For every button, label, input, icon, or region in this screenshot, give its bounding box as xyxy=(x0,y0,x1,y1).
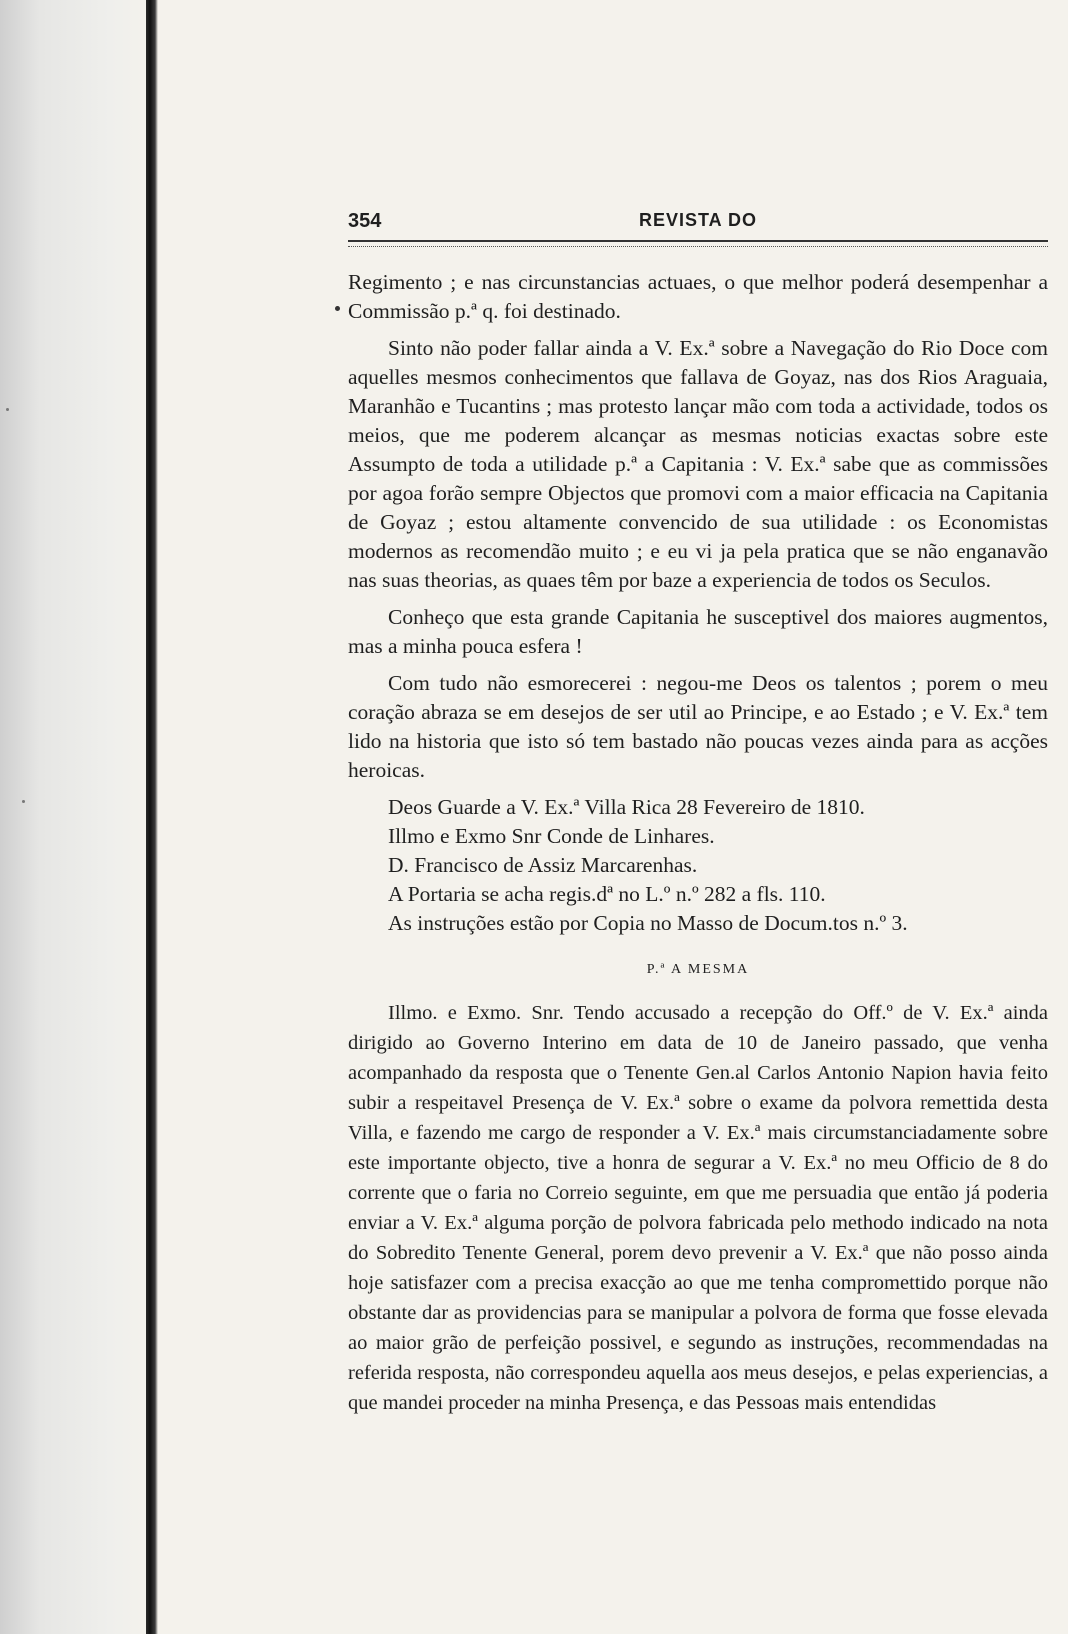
paragraph: Conheço que esta grande Capitania he susceptivel dos maiores augmentos, mas a minha pouca esfera ! xyxy=(348,605,1048,658)
scan-speck xyxy=(22,800,25,803)
paragraph: Com tudo não esmorecerei : negou-me Deos os talentos ; porem o meu coração abraza se em desejos de ser util ao Principe, e ao Estado ; e V. Ex.ª tem lido na historia que isto só tem bastado não poucas vezes ainda para as acções heroicas. xyxy=(348,671,1048,782)
margin-mark xyxy=(335,306,340,311)
closing-line: A Portaria se acha regis.dª no L.º n.º 282 a fls. 110. xyxy=(388,882,826,906)
paragraph: Sinto não poder fallar ainda a V. Ex.ª sobre a Navegação do Rio Doce com aquelles mesmos conhecimentos que fallava de Goyaz, nas dos Rios Araguaia, Maranhão e Tucantins ; mas protesto lançar mão com toda a actividade, todos os meios, que me poderem alcançar as mesmas noticias exactas sobre este Assumpto de toda a utilidade p.ª a Capitania : V. Ex.ª sabe que as commissões por agoa forão sempre Objectos que promovi com a maior efficacia na Capitania de Goyaz ; estou altamente convencido de sua utilidade : os Economistas modernos as recomendão muito ; e eu vi ja pela pratica que se não enganavão nas suas theorias, as quaes têm por baze a experiencia de todos os Seculos. xyxy=(348,336,1048,592)
running-head: REVISTA DO xyxy=(638,210,757,230)
page-number: 354 xyxy=(348,210,382,232)
page-header xyxy=(348,200,1048,240)
header-rule xyxy=(348,240,1048,247)
book-page xyxy=(348,200,1048,1426)
scan-binding-shadow xyxy=(0,0,170,1634)
closing-line: As instruções estão por Copia no Masso de Docum.tos n.º 3. xyxy=(388,911,908,935)
closing-line: Deos Guarde a V. Ex.ª Villa Rica 28 Fevereiro de 1810. xyxy=(388,795,865,819)
section-heading: P.ª A MESMA xyxy=(646,962,750,977)
closing-line: D. Francisco de Assiz Marcarenhas. xyxy=(388,853,698,877)
scan-binding-edge xyxy=(146,0,158,1634)
scan-speck xyxy=(6,408,9,411)
paragraph: Regimento ; e nas circunstancias actuaes, o que melhor poderá desempenhar a Commissão p.ª q. foi destinado. xyxy=(348,270,1048,323)
section-body xyxy=(348,998,1048,1418)
paragraph: Illmo. e Exmo. Snr. Tendo accusado a recepção do Off.º de V. Ex.ª ainda dirigido ao Governo Interino em data de 10 de Janeiro passado, que venha acompanhado da resposta que o Tenente Gen.al Carlos Antonio Napion havia feito subir a respeitavel Presença de V. Ex.ª sobre o exame da polvora remettida desta Villa, e fazendo me cargo de responder a V. Ex.ª mais circumstanciadamente sobre este importante objecto, tive a honra de segurar a V. Ex.ª no meu Officio de 8 do corrente que o faria no Correio seguinte, em que me persuadia que então já poderia enviar a V. Ex.ª alguma porção de polvora fabricada pelo methodo indicado na nota do Sobredito Tenente General, porem devo prevenir a V. Ex.ª que não posso ainda hoje satisfazer com a precisa exacção ao que me tenha compromettido porque não obstante dar as providencias para se manipular a polvora de forma que fosse elevada ao maior grão de perfeição possivel, e segundo as instruções, recommendadas na referida resposta, não correspondeu aquella aos meus desejos, e pelas experiencias, a que mandei proceder na minha Presença, e das Pessoas mais entendidas xyxy=(348,1002,1048,1414)
closing-line: Illmo e Exmo Snr Conde de Linhares. xyxy=(388,824,715,848)
letter-body xyxy=(348,268,1048,938)
